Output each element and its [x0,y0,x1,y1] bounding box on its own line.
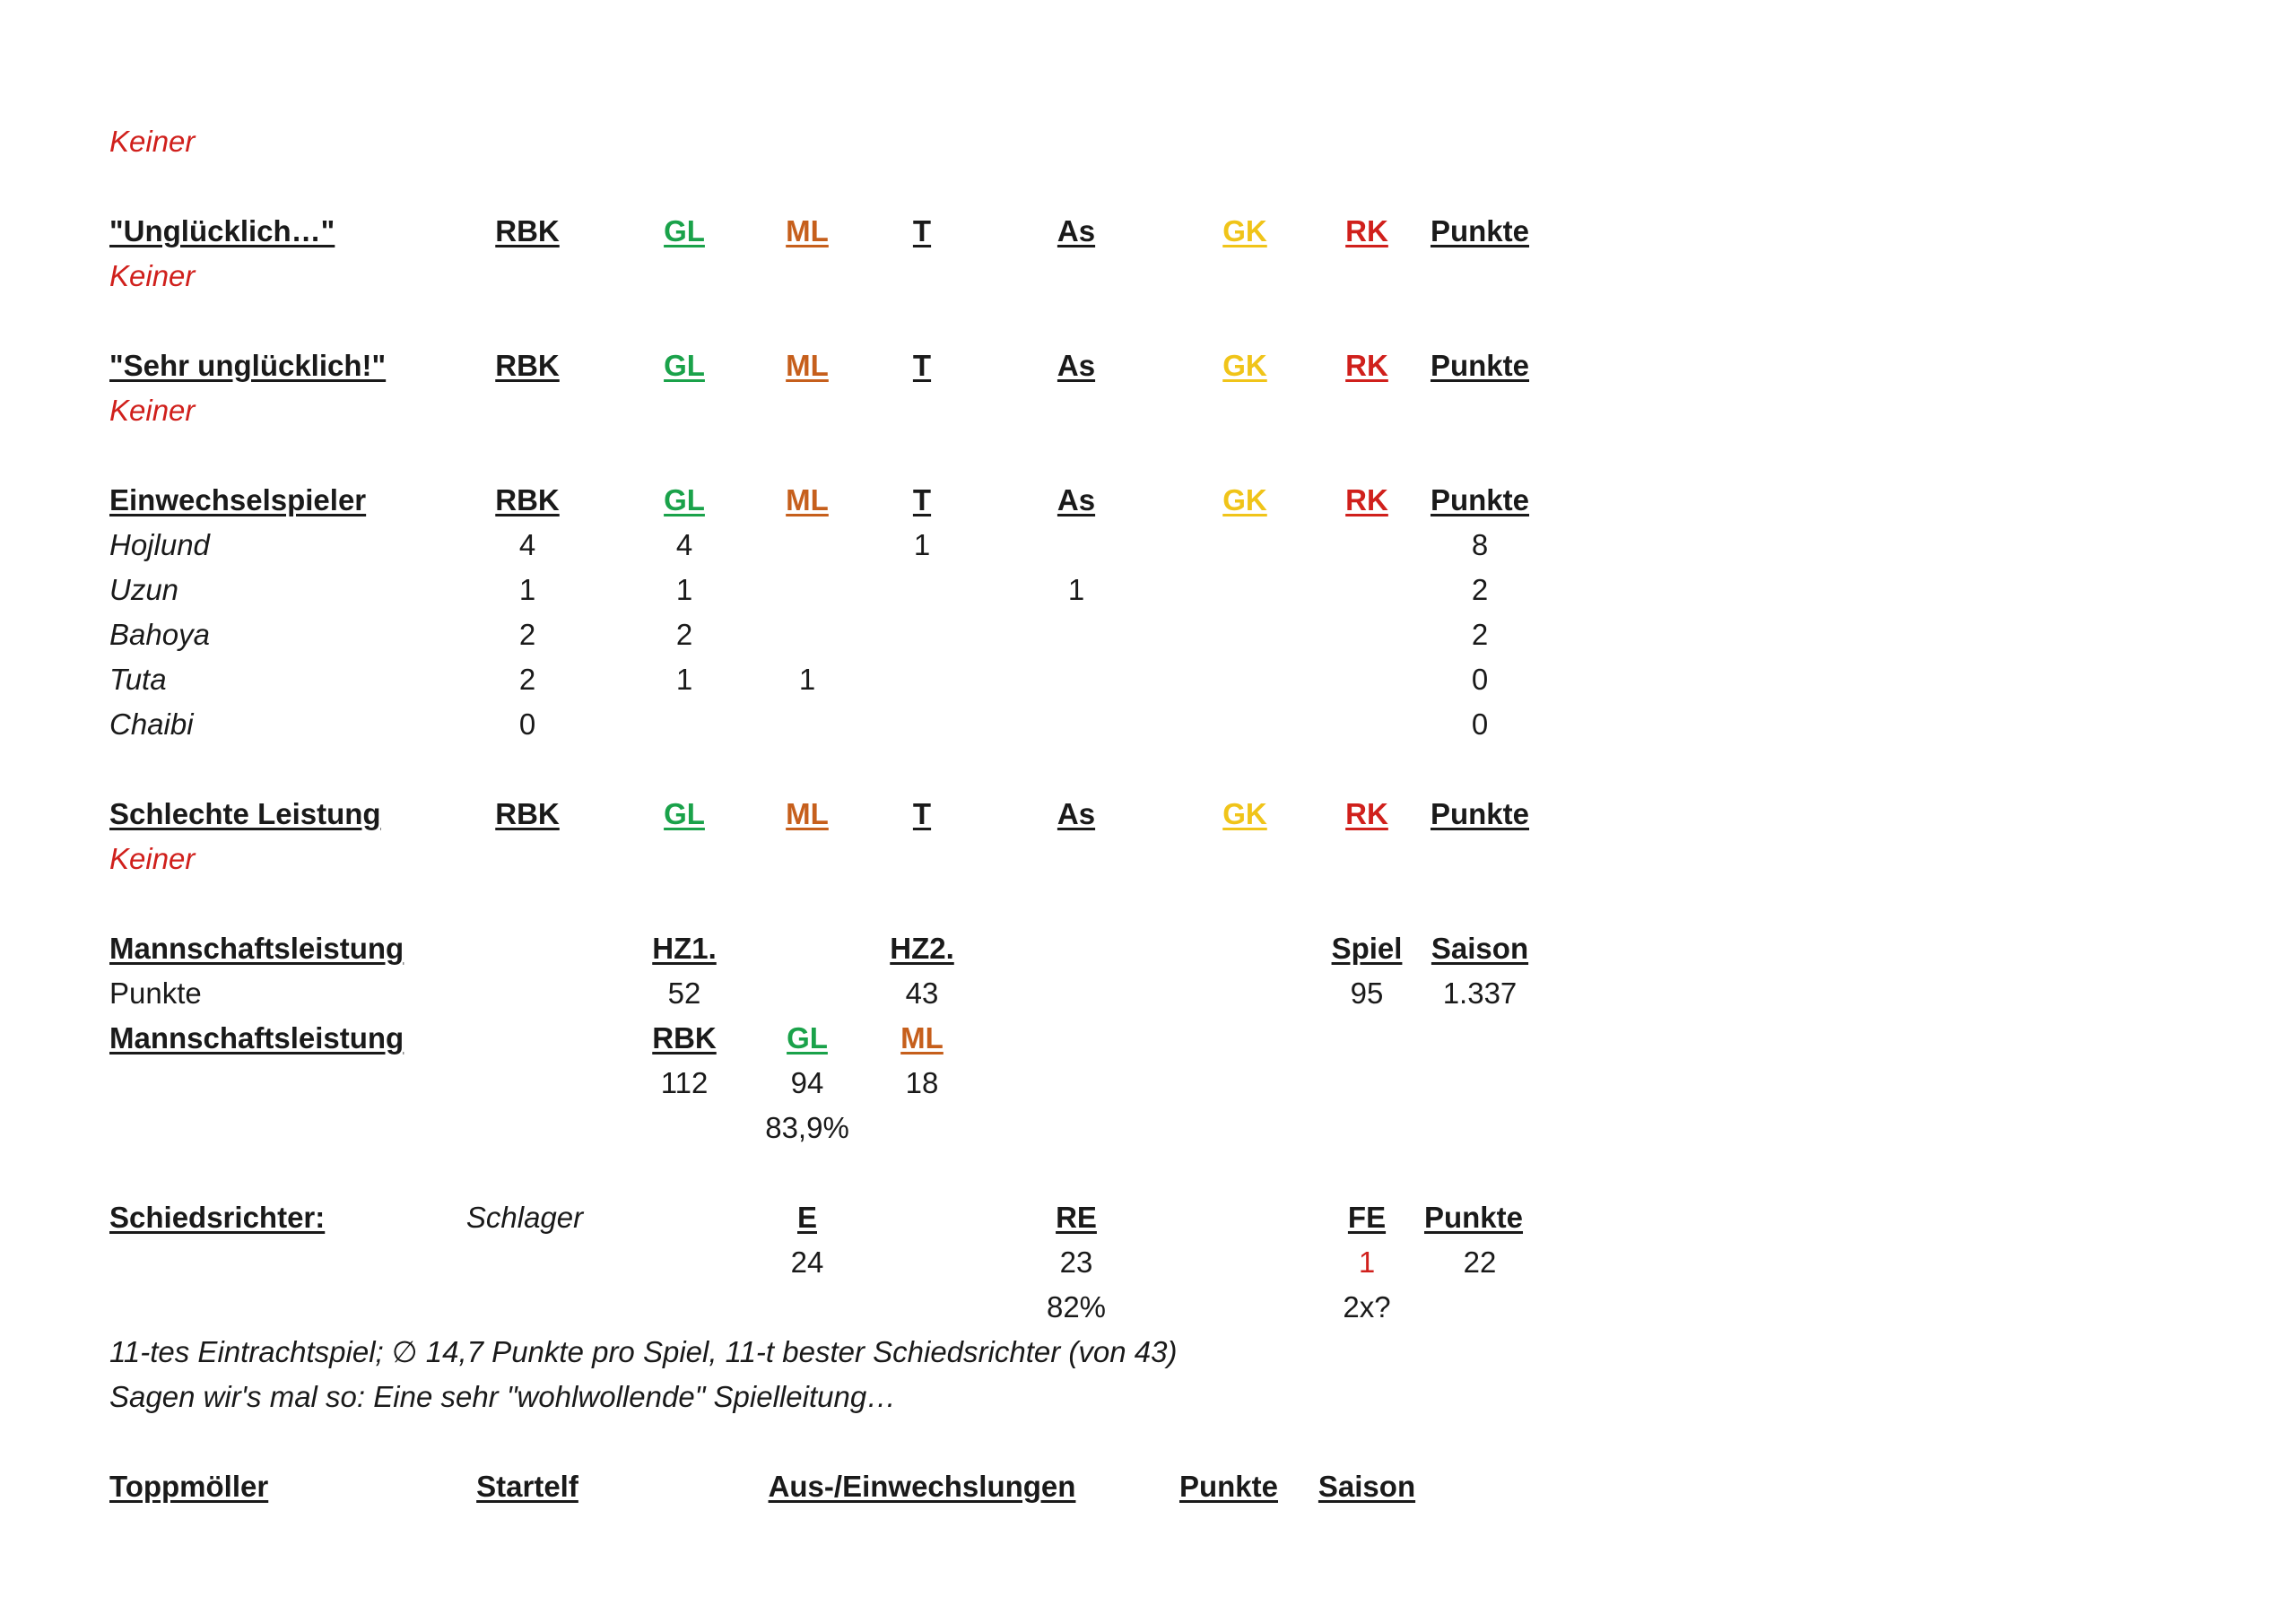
col-header-punkte: Punkte [1430,349,1530,382]
gl-percent: 83,9% [765,1111,849,1144]
section-note: Keiner [109,842,196,875]
player-name: Uzun [109,573,179,606]
col-header-t: T [912,797,932,830]
col-header-t: T [912,214,932,247]
col-header-punkte: Punkte [1430,214,1530,247]
punkte-label: Punkte [109,976,202,1010]
col-header-ml: ML [786,349,829,382]
col-header-rbk: RBK [495,483,560,516]
player-name: Tuta [109,663,167,696]
re-value: 23 [1059,1245,1093,1279]
col-header-as: As [1057,214,1096,247]
col-header-rk: RK [1345,797,1388,830]
gl-value: 94 [790,1066,824,1099]
player-rbk: 2 [518,663,536,696]
fe-note: 2x? [1343,1290,1391,1324]
section-title: Einwechselspieler [109,483,367,516]
col-header-punkte: Punkte [1178,1470,1279,1503]
referee-name: Schlager [465,1201,584,1234]
player-as: 1 [1067,573,1085,606]
player-punkte: 8 [1471,528,1489,561]
section-title: Toppmöller [109,1470,269,1503]
section-title: "Unglücklich…" [109,214,335,247]
section-title: Schlechte Leistung [109,797,381,830]
col-header-startelf: Startelf [476,1470,578,1503]
referee-comment-2: Sagen wir's mal so: Eine sehr "wohlwollende" Spielleitung… [109,1380,897,1413]
col-header-hz1: HZ1. [652,932,717,965]
referee-comment-1: 11-tes Eintrachtspiel; ∅ 14,7 Punkte pro Spiel, 11-t bester Schiedsrichter (von 43) [109,1335,1178,1368]
col-header-re: RE [1056,1201,1097,1234]
player-t: 1 [913,528,931,561]
section-note: Keiner [109,259,196,292]
col-header-gl: GL [664,214,705,247]
section-note: Keiner [109,394,196,427]
col-header-punkte: Punkte [1430,483,1530,516]
col-header-rk: RK [1345,214,1388,247]
col-header-t: T [912,483,932,516]
rbk-value: 112 [660,1066,709,1099]
section-title: Schiedsrichter: [109,1201,326,1234]
player-name: Bahoya [109,618,210,651]
col-header-punkte: Punkte [1430,797,1530,830]
col-header-saison: Saison [1431,932,1529,965]
player-rbk: 4 [518,528,536,561]
col-header-rbk: RBK [495,797,560,830]
e-value: 24 [790,1245,824,1279]
player-punkte: 2 [1471,573,1489,606]
col-header-as: As [1057,483,1096,516]
col-header-spiel: Spiel [1331,932,1403,965]
col-header-fe: FE [1347,1201,1387,1234]
player-gl: 4 [675,528,693,561]
col-header-gk: GK [1222,349,1267,382]
player-rbk: 2 [518,618,536,651]
player-rbk: 1 [518,573,536,606]
player-punkte: 0 [1471,707,1489,741]
player-name: Chaibi [109,707,194,741]
spiel-value: 95 [1350,976,1384,1010]
re-percent: 82% [1046,1290,1107,1324]
saison-value: 1.337 [1442,976,1518,1010]
col-header-t: T [912,349,932,382]
col-header-ml: ML [786,483,829,516]
hz2-value: 43 [905,976,939,1010]
player-punkte: 0 [1471,663,1489,696]
hz1-value: 52 [667,976,701,1010]
col-header-saison: Saison [1318,1470,1416,1503]
col-header-ml: ML [900,1021,944,1055]
player-name: Hojlund [109,528,210,561]
col-header-gl: GL [664,483,705,516]
section-title: Mannschaftsleistung [109,932,404,965]
col-header-ml: ML [786,214,829,247]
col-header-rbk: RBK [652,1021,717,1055]
col-header-punkte: Punkte [1423,1201,1524,1234]
col-header-e: E [796,1201,818,1234]
col-header-rk: RK [1345,349,1388,382]
player-punkte: 2 [1471,618,1489,651]
col-header-as: As [1057,349,1096,382]
col-header-rk: RK [1345,483,1388,516]
player-gl: 1 [675,573,693,606]
ml-value: 18 [905,1066,939,1099]
col-header-gk: GK [1222,797,1267,830]
col-header-gl: GL [664,349,705,382]
section-title-2: Mannschaftsleistung [109,1021,404,1055]
section-title: "Sehr unglücklich!" [109,349,387,382]
punkte-value: 22 [1463,1245,1497,1279]
fe-value: 1 [1358,1245,1376,1279]
col-header-hz2: HZ2. [890,932,954,965]
col-header-rbk: RBK [495,214,560,247]
player-gl: 1 [675,663,693,696]
col-header-gk: GK [1222,483,1267,516]
top-note: Keiner [109,125,196,158]
col-header-gl: GL [664,797,705,830]
col-header-rbk: RBK [495,349,560,382]
col-header-ml: ML [786,797,829,830]
col-header-as: As [1057,797,1096,830]
player-rbk: 0 [518,707,536,741]
col-header-gk: GK [1222,214,1267,247]
player-gl: 2 [675,618,693,651]
col-header-wechsel: Aus-/Einwechslungen [768,1470,1076,1503]
col-header-gl: GL [787,1021,828,1055]
player-ml: 1 [798,663,816,696]
